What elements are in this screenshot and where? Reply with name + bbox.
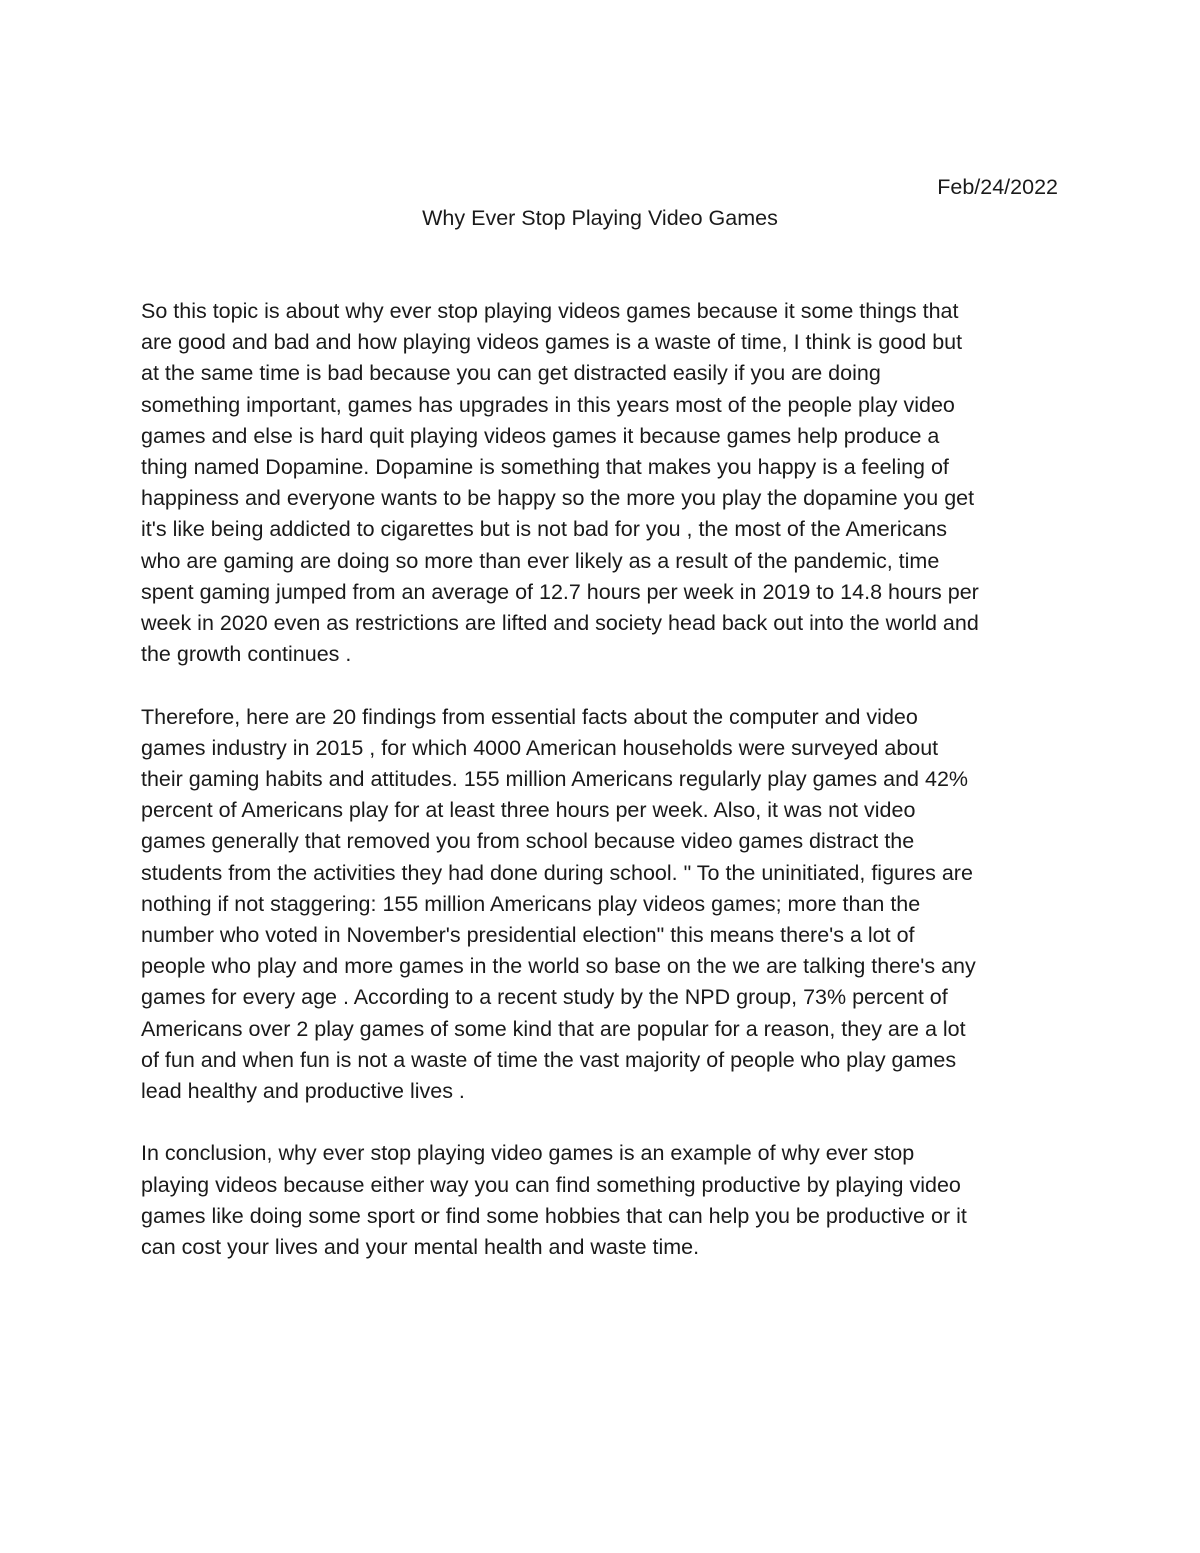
paragraph-line: people who play and more games in the world so base on the we are talking there's any	[141, 954, 976, 979]
paragraph-line: spent gaming jumped from an average of 12.7 hours per week in 2019 to 14.8 hours per	[141, 579, 979, 604]
paragraph-line: week in 2020 even as restrictions are lifted and society head back out into the world and	[141, 611, 979, 636]
paragraph-line: are good and bad and how playing videos games is a waste of time, I think is good but	[141, 330, 963, 355]
paragraph-line: games for every age . According to a recent study by the NPD group, 73% percent of	[141, 985, 948, 1010]
paragraph-line: In conclusion, why ever stop playing video games is an example of why ever stop	[141, 1141, 915, 1166]
paragraph-line: lead healthy and productive lives .	[141, 1079, 465, 1104]
paragraph-line: games like doing some sport or find some hobbies that can help you be productive or it	[141, 1203, 967, 1228]
paragraph-line: happiness and everyone wants to be happy so the more you play the dopamine you get	[141, 486, 975, 511]
paragraph-line: of fun and when fun is not a waste of time the vast majority of people who play games	[141, 1047, 957, 1072]
document-body	[141, 296, 1071, 1294]
document-title: Why Ever Stop Playing Video Games	[422, 206, 778, 230]
paragraph-line: percent of Americans play for at least three hours per week. Also, it was not video	[141, 798, 916, 823]
paragraph-line: it's like being addicted to cigarettes but is not bad for you , the most of the Americans	[141, 517, 948, 542]
body-paragraph-2	[141, 702, 1071, 1108]
document-date: Feb/24/2022	[937, 175, 1058, 199]
paragraph-line: So this topic is about why ever stop playing videos games because it some things that	[141, 299, 959, 323]
paragraph-line: something important, games has upgrades in this years most of the people play video	[141, 392, 955, 417]
paragraph-line: their gaming habits and attitudes. 155 million Americans regularly play games and 42%	[141, 767, 969, 792]
paragraph-line: students from the activities they had done during school. " To the uninitiated, figures are	[141, 860, 973, 885]
paragraph-line: games generally that removed you from school because video games distract the	[141, 829, 915, 854]
paragraph-line: nothing if not staggering: 155 million Americans play videos games; more than the	[141, 891, 921, 916]
paragraph-line: who are gaming are doing so more than ever likely as a result of the pandemic, time	[141, 548, 940, 573]
paragraph-line: Americans over 2 play games of some kind that are popular for a reason, they are a lot	[141, 1016, 966, 1041]
paragraph-line: at the same time is bad because you can get distracted easily if you are doing	[141, 361, 881, 386]
paragraph-line: playing videos because either way you can find something productive by playing video	[141, 1172, 961, 1197]
paragraph-line: number who voted in November's presidential election" this means there's a lot of	[141, 923, 915, 948]
paragraph-line: can cost your lives and your mental health and waste time.	[141, 1235, 700, 1260]
paragraph-line: the growth continues .	[141, 642, 352, 667]
paragraph-line: games industry in 2015 , for which 4000 American households were surveyed about	[141, 735, 939, 760]
body-paragraph-3	[141, 1138, 1071, 1263]
paragraph-line: Therefore, here are 20 findings from essential facts about the computer and video	[141, 704, 918, 729]
body-paragraph-1	[141, 296, 1071, 670]
paragraph-line: thing named Dopamine. Dopamine is something that makes you happy is a feeling of	[141, 455, 949, 480]
paragraph-line: games and else is hard quit playing videos games it because games help produce a	[141, 423, 940, 448]
